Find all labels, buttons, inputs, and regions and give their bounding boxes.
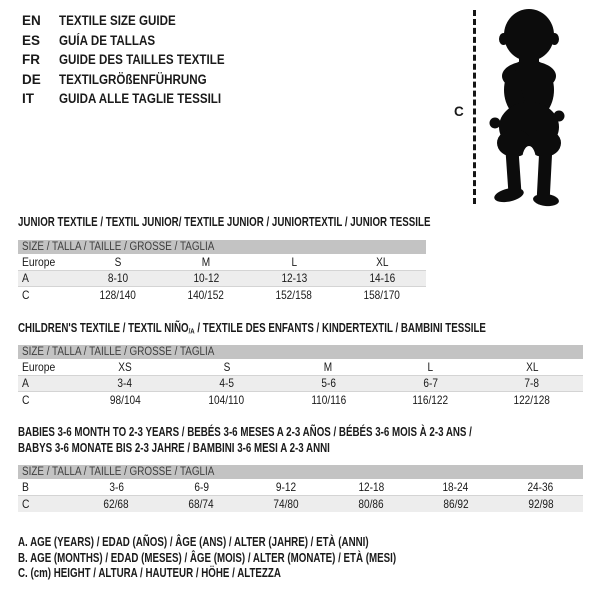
size-cell: XL xyxy=(525,360,539,374)
heading-text-line2: BABYS 3-6 MONATE BIS 2-3 JAHRE / BAMBINI 3-6 MESI A 2-3 ANNI xyxy=(18,441,330,455)
size-cell: 104/110 xyxy=(208,393,245,407)
row-label: A xyxy=(22,376,29,390)
size-cell: 152/158 xyxy=(275,288,313,302)
size-cell: 10-12 xyxy=(193,271,219,285)
size-cell: XL xyxy=(375,255,389,269)
size-cell: XS xyxy=(118,360,132,374)
babies-section-heading xyxy=(18,424,600,456)
size-cell: 140/152 xyxy=(187,288,225,302)
size-cell: 86/92 xyxy=(443,497,469,511)
size-cell: 3-4 xyxy=(117,376,133,390)
size-cell: 92/98 xyxy=(527,497,554,511)
size-cell: M xyxy=(201,255,211,269)
size-table-header: SIZE / TALLA / TAILLE / GRÖSSE / TAGLIA xyxy=(18,240,426,254)
size-cell: 4-5 xyxy=(219,376,234,390)
legend-item-it xyxy=(22,89,252,109)
junior-section-heading xyxy=(18,214,547,230)
babies-size-table xyxy=(18,465,583,512)
table-row-height xyxy=(18,392,583,408)
size-cell: 6-9 xyxy=(193,480,209,494)
footnote-c: C. (cm) HEIGHT / ALTURA / HAUTEUR / HÖHE / ALTEZZA xyxy=(18,566,281,580)
language-label: GUIDA ALLE TAGLIE TESSILI xyxy=(59,91,222,106)
footnotes xyxy=(18,535,503,582)
row-label: A xyxy=(22,271,29,285)
table-row-height xyxy=(18,287,426,303)
baby-silhouette-icon xyxy=(483,6,575,208)
heading-subscript: /A xyxy=(188,326,195,336)
size-cell: 14-16 xyxy=(369,271,395,285)
row-label: C xyxy=(22,288,30,302)
size-cell: 5-6 xyxy=(321,376,336,390)
footnote-b: B. AGE (MONTHS) / EDAD (MESES) / ÂGE (MOIS) / ALTER (MONATE) / ETÀ (MESI) xyxy=(18,550,397,565)
height-measure-dashed-line xyxy=(473,10,476,204)
size-cell: 6-7 xyxy=(422,376,438,390)
row-label: C xyxy=(22,393,30,407)
language-label: TEXTILGRÖßENFÜHRUNG xyxy=(59,71,207,87)
legend-item-fr xyxy=(22,50,252,70)
legend-item-es xyxy=(22,31,252,51)
size-cell: L xyxy=(427,360,434,374)
size-cell: S xyxy=(223,360,231,374)
measure-label-c: C xyxy=(454,104,464,119)
table-row-europe xyxy=(18,360,583,376)
heading-text: JUNIOR TEXTILE / TEXTIL JUNIOR/ TEXTILE JUNIOR / JUNIORTEXTIL / JUNIOR TESSILE xyxy=(18,215,431,229)
row-label: C xyxy=(22,497,30,511)
size-cell: S xyxy=(114,255,122,269)
table-row-europe xyxy=(18,255,426,271)
size-cell: 158/170 xyxy=(363,288,401,302)
size-cell: 8-10 xyxy=(107,271,129,285)
language-code: EN xyxy=(22,13,41,28)
legend-item-en xyxy=(22,11,252,31)
table-row-age xyxy=(18,376,583,392)
legend-item-de xyxy=(22,70,252,90)
size-cell: 12-18 xyxy=(358,480,384,494)
row-label: B xyxy=(22,480,29,494)
size-cell: 3-6 xyxy=(109,480,124,494)
size-cell: 62/68 xyxy=(103,497,130,511)
row-label: Europe xyxy=(22,255,56,269)
size-cell: 128/140 xyxy=(99,288,137,302)
language-code: ES xyxy=(22,32,41,48)
size-cell: 12-13 xyxy=(281,271,307,285)
language-legend xyxy=(22,11,252,109)
size-cell: 98/104 xyxy=(109,393,141,407)
table-row-age xyxy=(18,271,426,287)
language-label: GUÍA DE TALLAS xyxy=(59,32,156,48)
junior-size-table xyxy=(18,240,426,303)
language-code: DE xyxy=(22,71,41,87)
heading-text: CHILDREN'S TEXTILE / TEXTIL $NIÑO_{/A}$ / TEXTILE DES ENFANTS / KINDERTEXTIL / BAMBINI TESSILE xyxy=(18,321,486,336)
size-table-header: SIZE / TALLA / TAILLE / GRÖSSE / TAGLIA xyxy=(18,345,583,359)
row-label: Europe xyxy=(22,360,56,374)
size-cell: 9-12 xyxy=(275,480,297,494)
language-code: FR xyxy=(22,52,40,67)
size-cell: 7-8 xyxy=(524,376,540,390)
size-table-header: SIZE / TALLA / TAILLE / GRÖSSE / TAGLIA xyxy=(18,465,583,479)
size-cell: 74/80 xyxy=(273,497,299,511)
footnote-a: A. AGE (YEARS) / EDAD (AÑOS) / ÂGE (ANS) / ALTER (JAHRE) / ETÀ (ANNI) xyxy=(18,535,369,549)
size-cell: L xyxy=(291,255,297,269)
table-row-age-months xyxy=(18,480,583,496)
size-cell: 80/86 xyxy=(358,497,384,511)
language-code: IT xyxy=(22,91,34,106)
children-size-table xyxy=(18,345,583,408)
size-cell: 68/74 xyxy=(188,497,214,511)
size-cell: 18-24 xyxy=(442,480,469,494)
children-section-heading xyxy=(18,320,600,340)
language-label: GUIDE DES TAILLES TEXTILE xyxy=(59,52,225,67)
size-cell: M xyxy=(324,360,333,374)
size-cell: 122/128 xyxy=(513,393,551,407)
heading-text-line1: BABIES 3-6 MONTH TO 2-3 YEARS / BEBÉS 3-6 MESES A 2-3 AÑOS / BÉBÉS 3-6 MOIS À 2-3 ANS / xyxy=(18,425,472,439)
language-label: TEXTILE SIZE GUIDE xyxy=(59,13,176,28)
size-cell: 110/116 xyxy=(311,393,346,407)
size-cell: 24-36 xyxy=(527,480,554,494)
table-row-height xyxy=(18,496,583,512)
size-cell: 116/122 xyxy=(412,393,449,407)
